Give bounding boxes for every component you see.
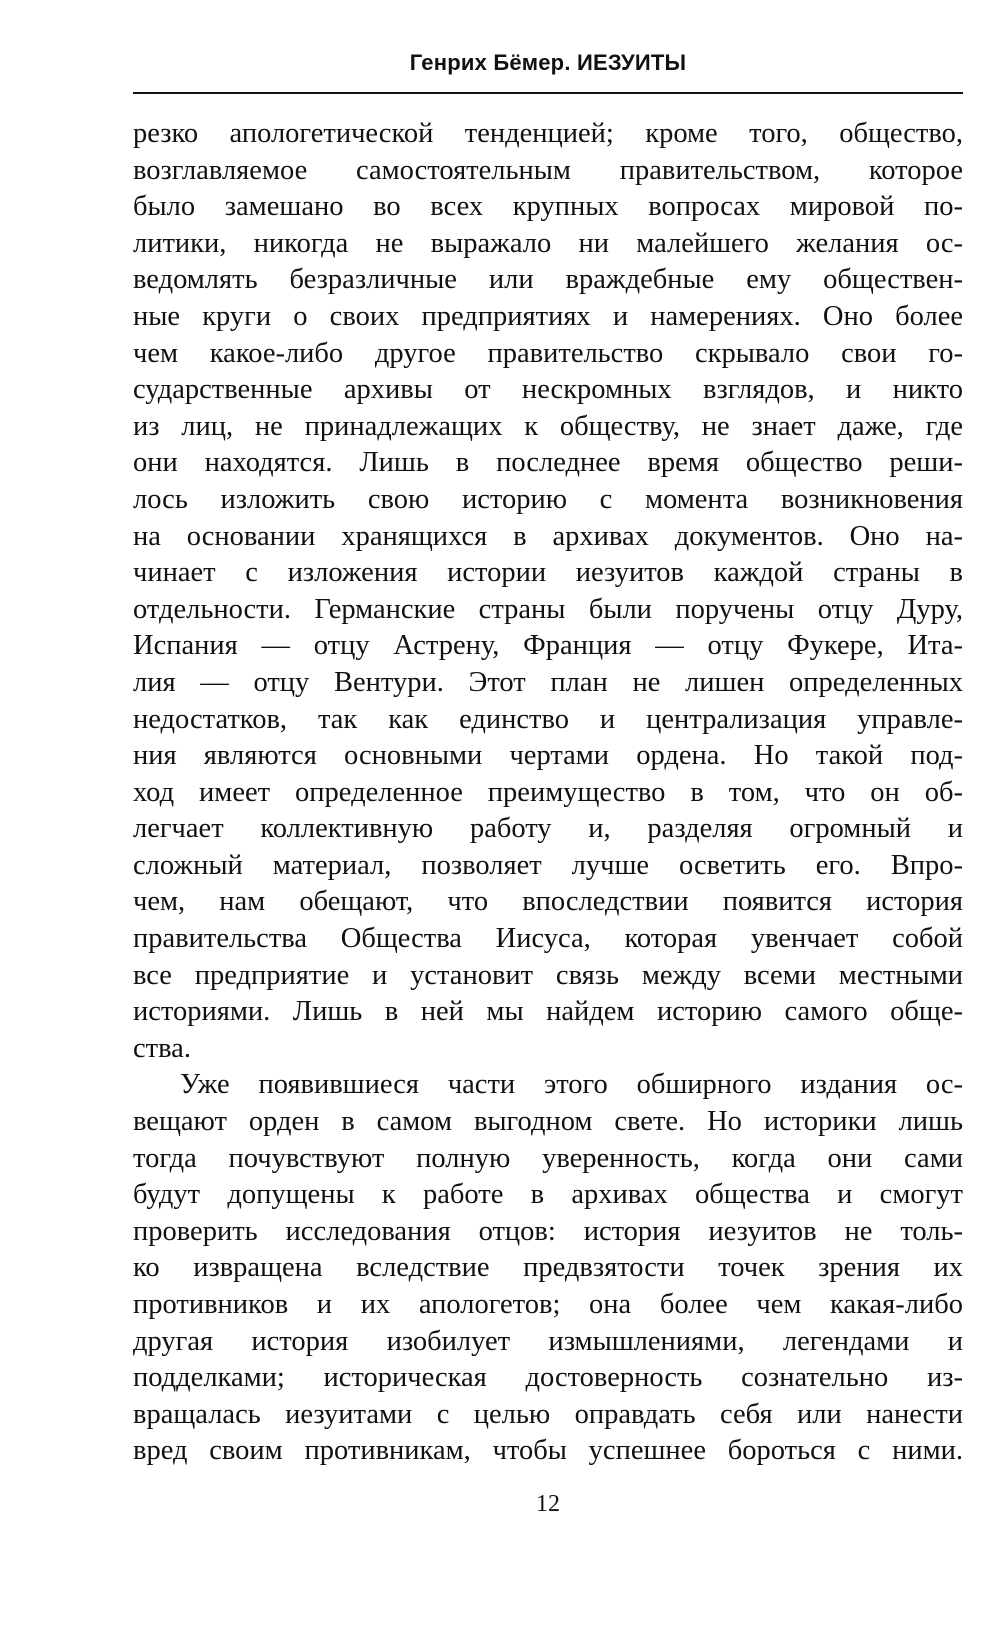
text-line: ные круги о своих предприятиях и намерениях. Оно более bbox=[133, 300, 963, 332]
text-line: вред своим противникам, чтобы успешнее бороться с ними. bbox=[133, 1435, 963, 1467]
text-line: будут допущены к работе в архивах общества и смогут bbox=[133, 1179, 963, 1211]
text-line: ведомлять безразличные или враждебные ему обществен- bbox=[133, 264, 963, 296]
text-line: недостатков, так как единство и централизация управле- bbox=[133, 703, 963, 735]
text-line: возглавляемое самостоятельным правительством, которое bbox=[133, 154, 963, 186]
text-line: тогда почувствуют полную уверенность, когда они сами bbox=[133, 1142, 963, 1174]
text-line: литики, никогда не выражало ни малейшего желания ос- bbox=[133, 227, 963, 259]
text-line: лось изложить свою историю с момента возникновения bbox=[133, 483, 963, 515]
text-line: историями. Лишь в ней мы найдем историю самого обще- bbox=[133, 996, 963, 1028]
text-line: лия — отцу Вентури. Этот план не лишен определенных bbox=[133, 666, 963, 698]
text-line: чем какое-либо другое правительство скрывало свои го- bbox=[133, 337, 963, 369]
text-line: другая история изобилует измышлениями, легендами и bbox=[133, 1325, 963, 1357]
text-line: из лиц, не принадлежащих к обществу, не знает даже, где bbox=[133, 410, 963, 442]
text-line: проверить исследования отцов: история иезуитов не толь- bbox=[133, 1215, 963, 1247]
body-text bbox=[133, 116, 963, 1470]
text-line: на основании хранящихся в архивах документов. Оно на- bbox=[133, 520, 963, 552]
text-line: правительства Общества Иисуса, которая увенчает собой bbox=[133, 923, 963, 955]
page-number: 12 bbox=[536, 1491, 560, 1517]
text-line: ход имеет определенное преимущество в том, что он об- bbox=[133, 776, 963, 808]
text-line: отдельности. Германские страны были поручены отцу Дуру, bbox=[133, 593, 963, 625]
text-line: вещают орден в самом выгодном свете. Но историки лишь bbox=[133, 1106, 963, 1138]
text-line: резко апологетической тенденцией; кроме того, общество, bbox=[133, 118, 963, 149]
text-line: вращалась иезуитами с целью оправдать себя или нанести bbox=[133, 1398, 963, 1430]
running-title: Генрих Бёмер. ИЕЗУИТЫ bbox=[409, 50, 687, 75]
text-line: сложный материал, позволяет лучше осветить его. Впро- bbox=[133, 849, 963, 881]
text-line: сударственные архивы от нескромных взглядов, и никто bbox=[133, 374, 963, 406]
text-line: чинает с изложения истории иезуитов каждой страны в bbox=[133, 557, 963, 589]
header-rule bbox=[133, 92, 963, 94]
text-line: ния являются основными чертами ордена. Но такой под- bbox=[133, 740, 963, 772]
paragraph-1 bbox=[133, 116, 963, 1067]
text-line: они находятся. Лишь в последнее время общество реши- bbox=[133, 447, 963, 479]
text-line: было замешано во всех крупных вопросах мировой по- bbox=[133, 191, 963, 223]
paragraph-2 bbox=[133, 1067, 963, 1470]
text-line: чем, нам обещают, что впоследствии появится история bbox=[133, 886, 963, 918]
text-line: Испания — отцу Астрену, Франция — отцу Фукере, Ита- bbox=[133, 630, 963, 662]
text-line: ства. bbox=[133, 1032, 191, 1064]
text-line: противников и их апологетов; она более чем какая-либо bbox=[133, 1289, 963, 1320]
text-line: подделками; историческая достоверность сознательно из- bbox=[133, 1362, 963, 1394]
text-line: легчает коллективную работу и, разделяя огромный и bbox=[133, 813, 963, 845]
text-line: Уже появившиеся части этого обширного издания ос- bbox=[180, 1069, 963, 1101]
text-line: все предприятие и установит связь между всеми местными bbox=[133, 959, 963, 991]
text-line: ко извращена вследствие предвзятости точек зрения их bbox=[133, 1252, 963, 1284]
